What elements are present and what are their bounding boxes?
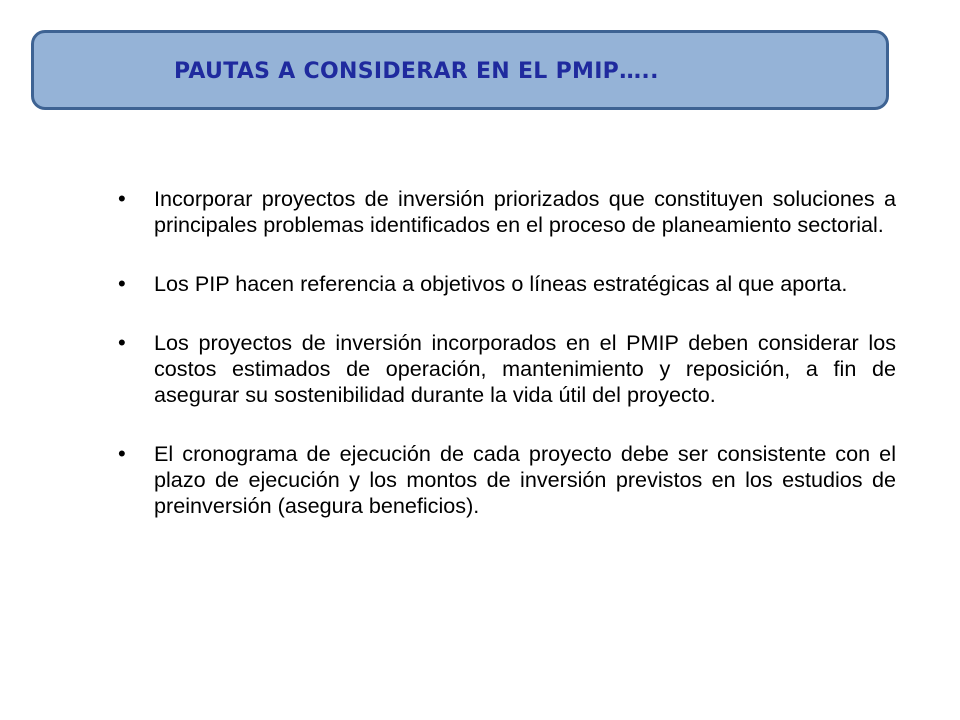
bullet-text: El cronograma de ejecución de cada proyecto debe ser consistente con el plazo de ejecución y los montos de inversión previstos en los estudios de preinversión (asegura beneficios). bbox=[154, 441, 896, 518]
bullet-marker: • bbox=[118, 271, 126, 296]
bullet-marker: • bbox=[118, 330, 126, 355]
bullet-list bbox=[118, 186, 896, 552]
bullet-marker: • bbox=[118, 186, 126, 211]
bullet-text: Incorporar proyectos de inversión priorizados que constituyen soluciones a principales problemas identificados en el proceso de planeamiento sectorial. bbox=[154, 186, 896, 237]
bullet-marker: • bbox=[118, 441, 126, 466]
bullet-item bbox=[118, 441, 896, 519]
title-banner bbox=[31, 30, 889, 110]
bullet-text: Los PIP hacen referencia a objetivos o líneas estratégicas al que aporta. bbox=[154, 271, 848, 296]
bullet-item bbox=[118, 186, 896, 238]
slide-title: PAUTAS A CONSIDERAR EN EL PMIP….. bbox=[174, 59, 659, 84]
bullet-item bbox=[118, 271, 896, 297]
bullet-item bbox=[118, 330, 896, 408]
bullet-text: Los proyectos de inversión incorporados en el PMIP deben considerar los costos estimados de operación, mantenimiento y reposición, a fin de asegurar su sostenibilidad durante la vida útil del proyecto. bbox=[154, 330, 896, 407]
